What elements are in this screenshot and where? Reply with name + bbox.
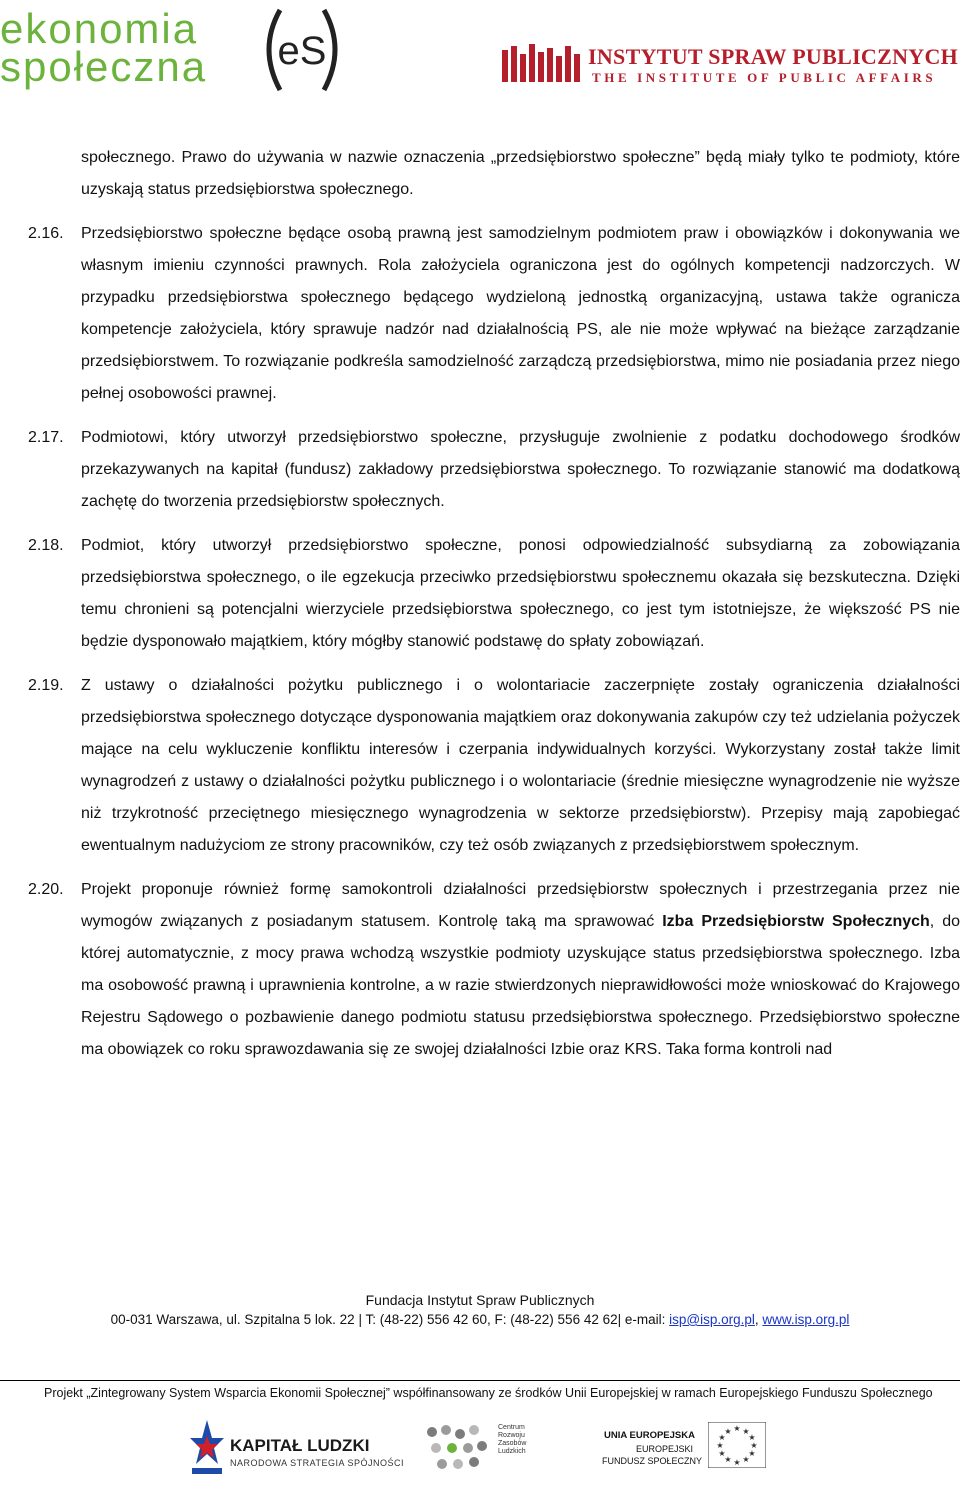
section-text-after: , do której automatycznie, z mocy prawa wchodzą wszystkie podmioty uzyskujące status przedsiębiorstwa społecznego. Izba ma osobowość prawną i uprawnienia kontrolne, a w razie stwierdzonych nieprawidłowości może wnioskować do Krajowego Rejestru Sądowego o pozbawienie danego podmiotu statusu przedsiębiorstwa społecznego. Przedsiębiorstwo społeczne ma obowiązek co roku sprawozdawania się ze swojej działalności Izbie oraz KRS. Taka forma kontroli nad [81,913,960,1058]
funding-logos [0,1410,960,1486]
svg-text:★: ★ [750,1441,758,1450]
section-number: 2.18. [28,537,64,554]
section-number: 2.20. [28,881,64,898]
izba-name-bold: Izba Przedsiębiorstw Społecznych [662,913,930,930]
es-mark-text: eS [277,29,327,73]
svg-text:★: ★ [718,1449,726,1458]
section-number: 2.16. [28,225,64,242]
crzl-label [498,1424,526,1456]
isp-bars-icon [500,42,584,82]
footer-separator: , [754,1312,763,1327]
footer-address-line [0,1310,960,1330]
crzl-line: Rozwoju [498,1432,525,1439]
kapital-ludzki-title: KAPITAŁ LUDZKI [230,1436,370,1455]
document-body [0,142,960,1078]
crzl-line: Ludzkich [498,1448,526,1455]
section-number: 2.17. [28,429,64,446]
svg-text:★: ★ [748,1433,756,1442]
footer-address: 00-031 Warszawa, ul. Szpitalna 5 lok. 22 | T: (48-22) 556 42 60, F: (48-22) 556 42 62| e-mail: [110,1312,670,1327]
website-link[interactable]: www.isp.org.pl [762,1312,850,1327]
section-2-19 [0,670,960,862]
kapital-ludzki-subtitle: NARODOWA STRATEGIA SPÓJNOŚCI [230,1458,405,1468]
crzl-line: Zasobów [498,1440,527,1447]
svg-text:★: ★ [716,1441,724,1450]
eu-logo [598,1422,768,1478]
intro-paragraph: społecznego. Prawo do używania w nazwie oznaczenia „przedsiębiorstwo społeczne” będą miały tylko te podmioty, które uzyskają status przedsiębiorstwa społecznego. [81,149,960,198]
svg-text:★: ★ [733,1424,741,1433]
footer-divider [0,1380,960,1381]
svg-text:★: ★ [724,1427,732,1436]
section-2-17 [0,422,960,518]
svg-text:★: ★ [742,1427,750,1436]
project-funding-line: Projekt „Zintegrowany System Wsparcia Ekonomii Społecznej” współfinansowany ze środków Unii Europejskiej w ramach Europejskiego Funduszu Społecznego [44,1386,933,1400]
svg-text:★: ★ [718,1433,726,1442]
footer-org-name: Fundacja Instytut Spraw Publicznych [365,1292,595,1308]
section-text: Przedsiębiorstwo społeczne będące osobą prawną jest samodzielnym podmiotem praw i obowiązków i dokonywania we własnym imieniu czynności prawnych. Rola założyciela ograniczona jest do ogólnych kompetencji nadzorczych. W przypadku przedsiębiorstwa społecznego będącego wydzieloną jednostką organizacyjną, ustawa także ogranicza kompetencje założyciela, który sprawuje nadzór nad działalnością PS, ale nie może wpływać na bieżące zarządzanie przedsiębiorstwem. To rozwiązanie podkreśla samodzielność zarządczą przedsiębiorstwa, mimo nie posiadania przez niego pełnej osobowości prawnej. [81,225,960,402]
crzl-dots-icon [422,1422,494,1474]
svg-text:★: ★ [742,1455,750,1464]
es-mark-icon [250,4,354,94]
section-text: Podmiotowi, który utworzył przedsiębiorstwo społeczne, przysługuje zwolnienie z podatku dochodowego środków przekazywanych na kapitał (fundusz) zakładowy przedsiębiorstwa społecznego. To rozwiązanie stanowić ma dodatkową zachętę do tworzenia przedsiębiorstw społecznych. [81,429,960,510]
eu-title: UNIA EUROPEJSKA [604,1430,695,1441]
kapital-ludzki-logo [188,1418,405,1478]
section-text: Podmiot, który utworzył przedsiębiorstwo społeczne, ponosi odpowiedzialność subsydiarną za zobowiązania przedsiębiorstwa społecznego, o ile egzekucja przeciwko przedsiębiorstwu społecznemu okazała się bezskuteczna. Dzięki temu chronieni są potencjalni wierzyciele przedsiębiorstwa społecznego, co jest tym istotniejsze, że większość PS nie będzie dysponowało majątkiem, który mógłby stanowić podstawę do spłaty zobowiązań. [81,537,960,650]
email-link[interactable]: isp@isp.org.pl [669,1312,755,1327]
eu-fund-line2: FUNDUSZ SPOŁECZNY [602,1456,703,1466]
section-2-16 [0,218,960,410]
isp-subtitle: THE INSTITUTE OF PUBLIC AFFAIRS [592,70,937,85]
section-2-20 [0,874,960,1066]
crzl-logo [422,1422,542,1474]
eu-fund-line1: EUROPEJSKI [636,1444,694,1454]
svg-text:★: ★ [748,1449,756,1458]
ekonomia-spoleczna-logo [0,4,360,90]
section-text-before: Projekt proponuje również formę samokontroli działalności przedsiębiorstw społecznych i przestrzegania przez nie wymogów związanych z posiadanym statusem. Kontrolę taką ma sprawować [81,881,960,930]
footer [0,1290,960,1330]
section-text: Z ustawy o działalności pożytku publicznego i o wolontariacie zaczerpnięte zostały ograniczenia działalności przedsiębiorstwa społecznego dotyczące dysponowania majątkiem oraz dokonywania zakupów czy też udzielania pożyczek mające na celu wykluczenie konfliktu interesów i czerpania indywidualnych korzyści. Wykorzystany został także limit wynagrodzeń z ustawy o działalności pożytku publicznego i o wolontariacie (średnie miesięczne wynagrodzenie nie wyższe niż trzykrotność przeciętnego miesięcznego wynagrodzenia w sektorze przedsiębiorstw). Przepisy mają zapobiegać ewentualnym nadużyciom ze strony pracowników, czy też osób związanych z przedsiębiorstwem społecznym. [81,677,960,854]
section-2-18 [0,530,960,658]
isp-title: INSTYTUT SPRAW PUBLICZNYCH [588,44,959,69]
isp-logo [500,40,960,90]
section-number: 2.19. [28,677,64,694]
eu-flag-icon [708,1422,766,1468]
svg-text:★: ★ [733,1458,741,1467]
kapital-ludzki-star-icon [188,1418,226,1478]
svg-text:★: ★ [724,1455,732,1464]
logo-word-spoleczna: społeczna [0,43,208,90]
logo-word-ekonomia: ekonomia [0,5,199,52]
crzl-line: Centrum [498,1424,525,1431]
